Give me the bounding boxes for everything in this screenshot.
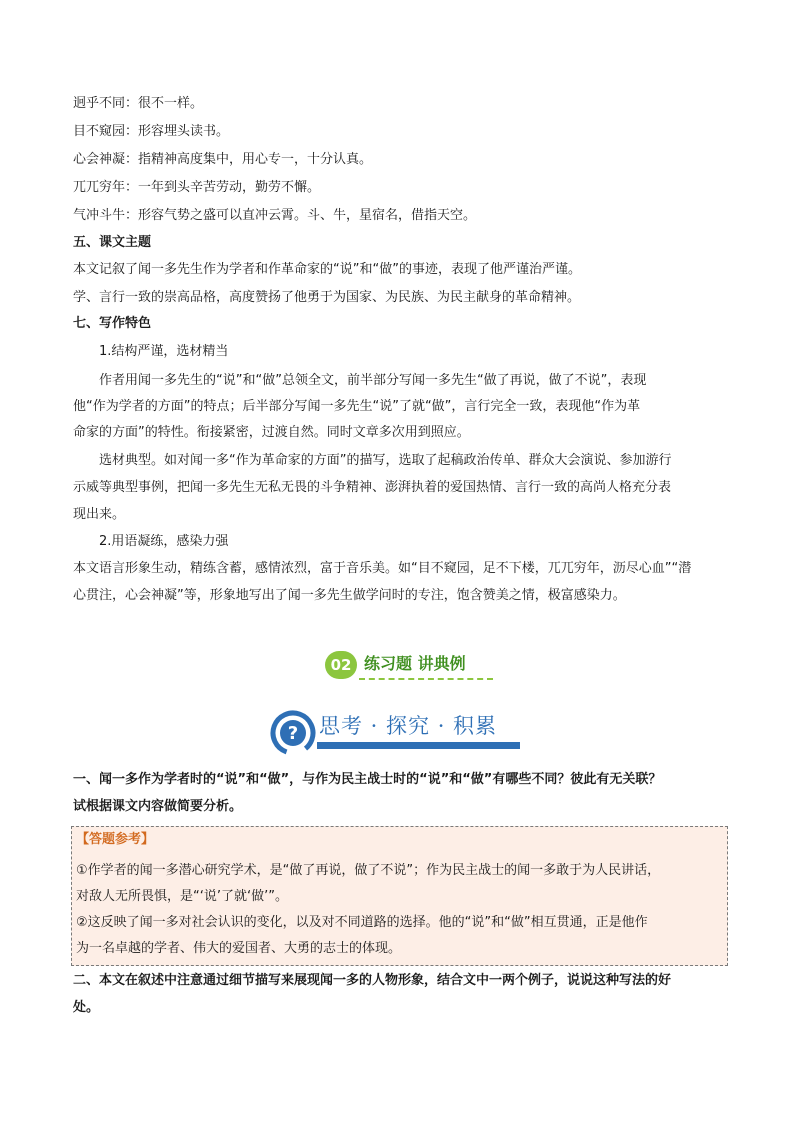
section-title: 练习题 讲典例	[364, 654, 466, 673]
think-banner-underline	[317, 742, 520, 749]
answer-line: 对敌人无所畏惧，是“‘说’了就‘做’”。	[76, 889, 288, 904]
section-divider	[359, 678, 493, 680]
question-mark-circle-icon	[270, 710, 316, 756]
paragraph-line: 心贯注，心会神凝”等，形象地写出了闻一多先生做学问时的专注，饱含赞美之情，极富感染力。	[73, 588, 626, 603]
features-subheading: 2.用语凝练，感染力强	[99, 534, 229, 549]
paragraph-line: 示威等典型事例，把闻一多先生无私无畏的斗争精神、澎湃执着的爱国热情、言行一致的高尚人格充分表	[73, 480, 672, 495]
features-subheading: 1.结构严谨，选材精当	[99, 344, 229, 359]
vocab-line: 迥乎不同：很不一样。	[73, 96, 204, 111]
features-heading: 七、写作特色	[73, 316, 152, 331]
theme-line: 本文记叙了闻一多先生作为学者和作革命家的“说”和“做”的事迹，表现了他严谨治严谨。	[73, 262, 581, 277]
answer-line: ②这反映了闻一多对社会认识的变化，以及对不同道路的选择。他的“说”和“做”相互贯通，正是他作	[76, 915, 648, 930]
answer-label: 【答题参考】	[76, 832, 155, 847]
question-line: 一、闻一多作为学者时的“说”和“做”，与作为民主战士时的“说”和“做”有哪些不同？彼此有无关联？	[73, 772, 662, 787]
paragraph-line: 他“作为学者的方面”的特点；后半部分写闻一多先生“说”了就“做”，言行完全一致，表现他“作为革	[73, 399, 641, 414]
question-line: 二、本文在叙述中注意通过细节描写来展现闻一多的人物形象，结合文中一两个例子，说说这种写法的好	[73, 973, 672, 988]
svg-text:?: ?	[287, 723, 299, 744]
paragraph-line: 选材典型。如对闻一多“作为革命家的方面”的描写，选取了起稿政治传单、群众大会演说、参加游行	[99, 453, 672, 468]
vocab-line: 心会神凝：指精神高度集中，用心专一，十分认真。	[73, 152, 373, 167]
question-line: 处。	[73, 1000, 100, 1015]
vocab-line: 目不窥园：形容埋头读书。	[73, 124, 230, 139]
answer-line: ①作学者的闻一多潜心研究学术，是“做了再说，做了不说”；作为民主战士的闻一多敢于为人民讲话，	[76, 863, 661, 878]
paragraph-line: 现出来。	[73, 507, 126, 522]
think-banner-title: 思考 · 探究 · 积累	[319, 714, 498, 738]
theme-heading: 五、课文主题	[73, 235, 152, 250]
paragraph-line: 本文语言形象生动，精练含蓄，感情浓烈，富于音乐美。如“目不窥园，足不下楼，兀兀穷年，沥尽心血”“潜	[73, 561, 692, 576]
vocab-line: 兀兀穷年：一年到头辛苦劳动，勤劳不懈。	[73, 180, 321, 195]
theme-line: 学、言行一致的崇高品格，高度赞扬了他勇于为国家、为民族、为民主献身的革命精神。	[73, 290, 581, 305]
section-number-badge: 02	[325, 651, 357, 679]
answer-line: 为一名卓越的学者、伟大的爱国者、大勇的志士的体现。	[76, 941, 402, 956]
paragraph-line: 作者用闻一多先生的“说”和“做”总领全文，前半部分写闻一多先生“做了再说，做了不说”，表现	[99, 373, 647, 388]
vocab-line: 气冲斗牛：形容气势之盛可以直冲云霄。斗、牛，星宿名，借指天空。	[73, 208, 477, 223]
paragraph-line: 命家的方面”的特性。衔接紧密，过渡自然。同时文章多次用到照应。	[73, 425, 470, 440]
answer-box	[71, 826, 728, 966]
question-line: 试根据课文内容做简要分析。	[73, 799, 243, 814]
